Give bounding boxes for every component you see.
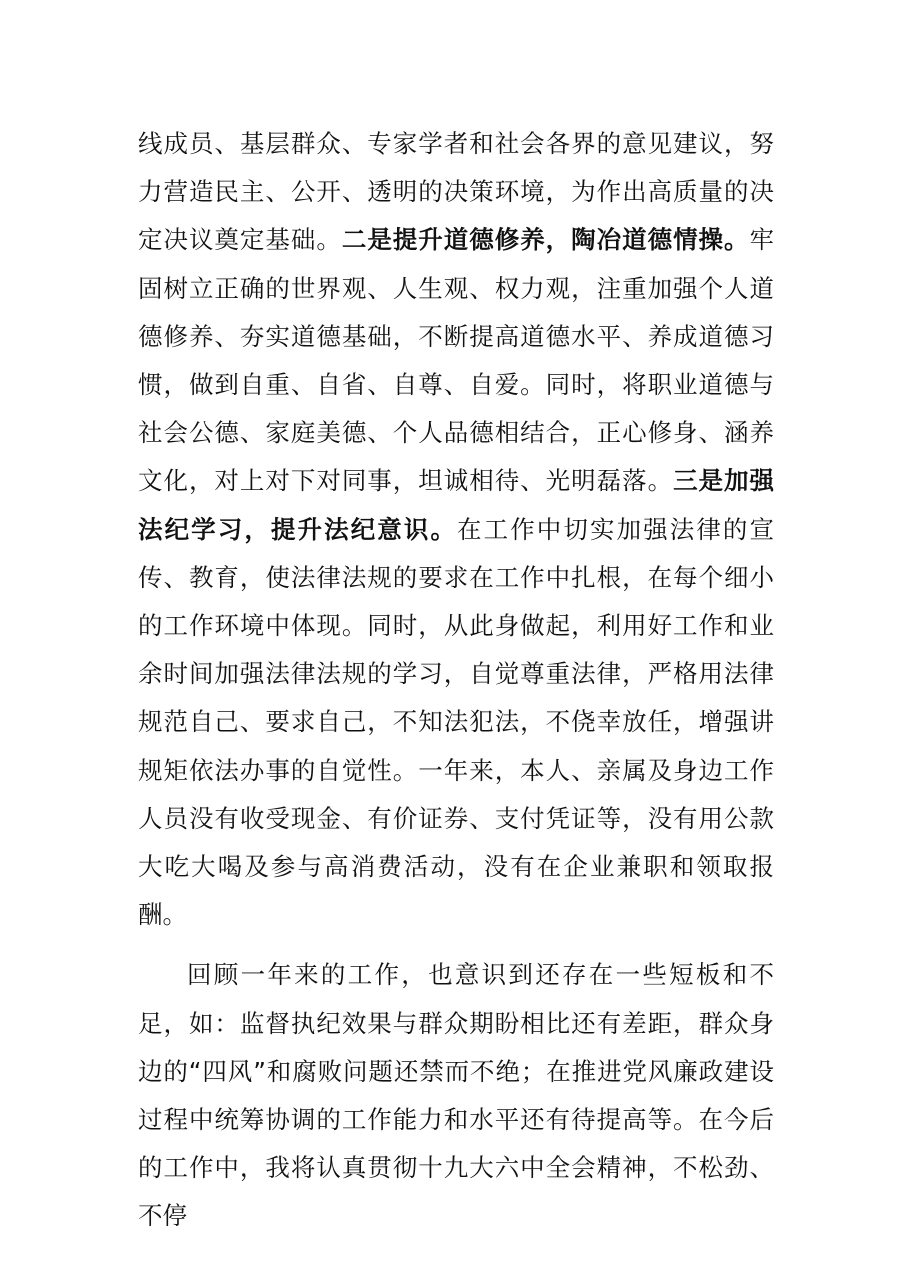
paragraph-shortcomings-review [138,951,774,1240]
paragraph-text-run: 回顾一年来的工作，也意识到还存在一些短板和不足，如：监督执纪效果与群众期盼相比还有差距，群众身边的“四风”和腐败问题还禁而不绝；在推进党风廉政建设过程中统筹协调的工作能力和水平还有待提高等。在今后的工作中，我将认真贯彻十九大六中全会精神，不松劲、不停 [138,960,774,1231]
document-body [138,120,774,1241]
section-heading-moral-cultivation: 二是提升道德修养，陶冶道德情操。 [341,225,750,255]
section-heading-legal-discipline: 三是加强法纪学习，提升法纪意识。 [138,466,774,544]
paragraph-text-run: 在工作中切实加强法律的宣传、教育，使法律法规的要求在工作中扎根，在每个细小的工作环境中体现。同时，从此身做起，利用好工作和业余时间加强法律法规的学习，自觉尊重法律，严格用法律规范自己、要求自己，不知法犯法，不侥幸放任，增强讲规矩依法办事的自觉性。一年来，本人、亲属及身边工作人员没有收受现金、有价证券、支付凭证等，没有用公款大吃大喝及参与高消费活动，没有在企业兼职和领取报酬。 [138,514,775,930]
paragraph-text-run: 线成员、基层群众、专家学者和社会各界的意见建议，努力营造民主、公开、透明的决策环境，为作出高质量的决定决议奠定基础。 [138,129,774,255]
paragraph-text-run: 牢固树立正确的世界观、人生观、权力观，注重加强个人道德修养、夯实道德基础，不断提高道德水平、养成道德习惯，做到自重、自省、自尊、自爱。同时，将职业道德与社会公德、家庭美德、个人品德相结合，正心修身、涵养文化，对上对下对同事，坦诚相待、光明磊落。 [138,225,775,496]
paragraph-integrity-self-review [138,120,774,939]
